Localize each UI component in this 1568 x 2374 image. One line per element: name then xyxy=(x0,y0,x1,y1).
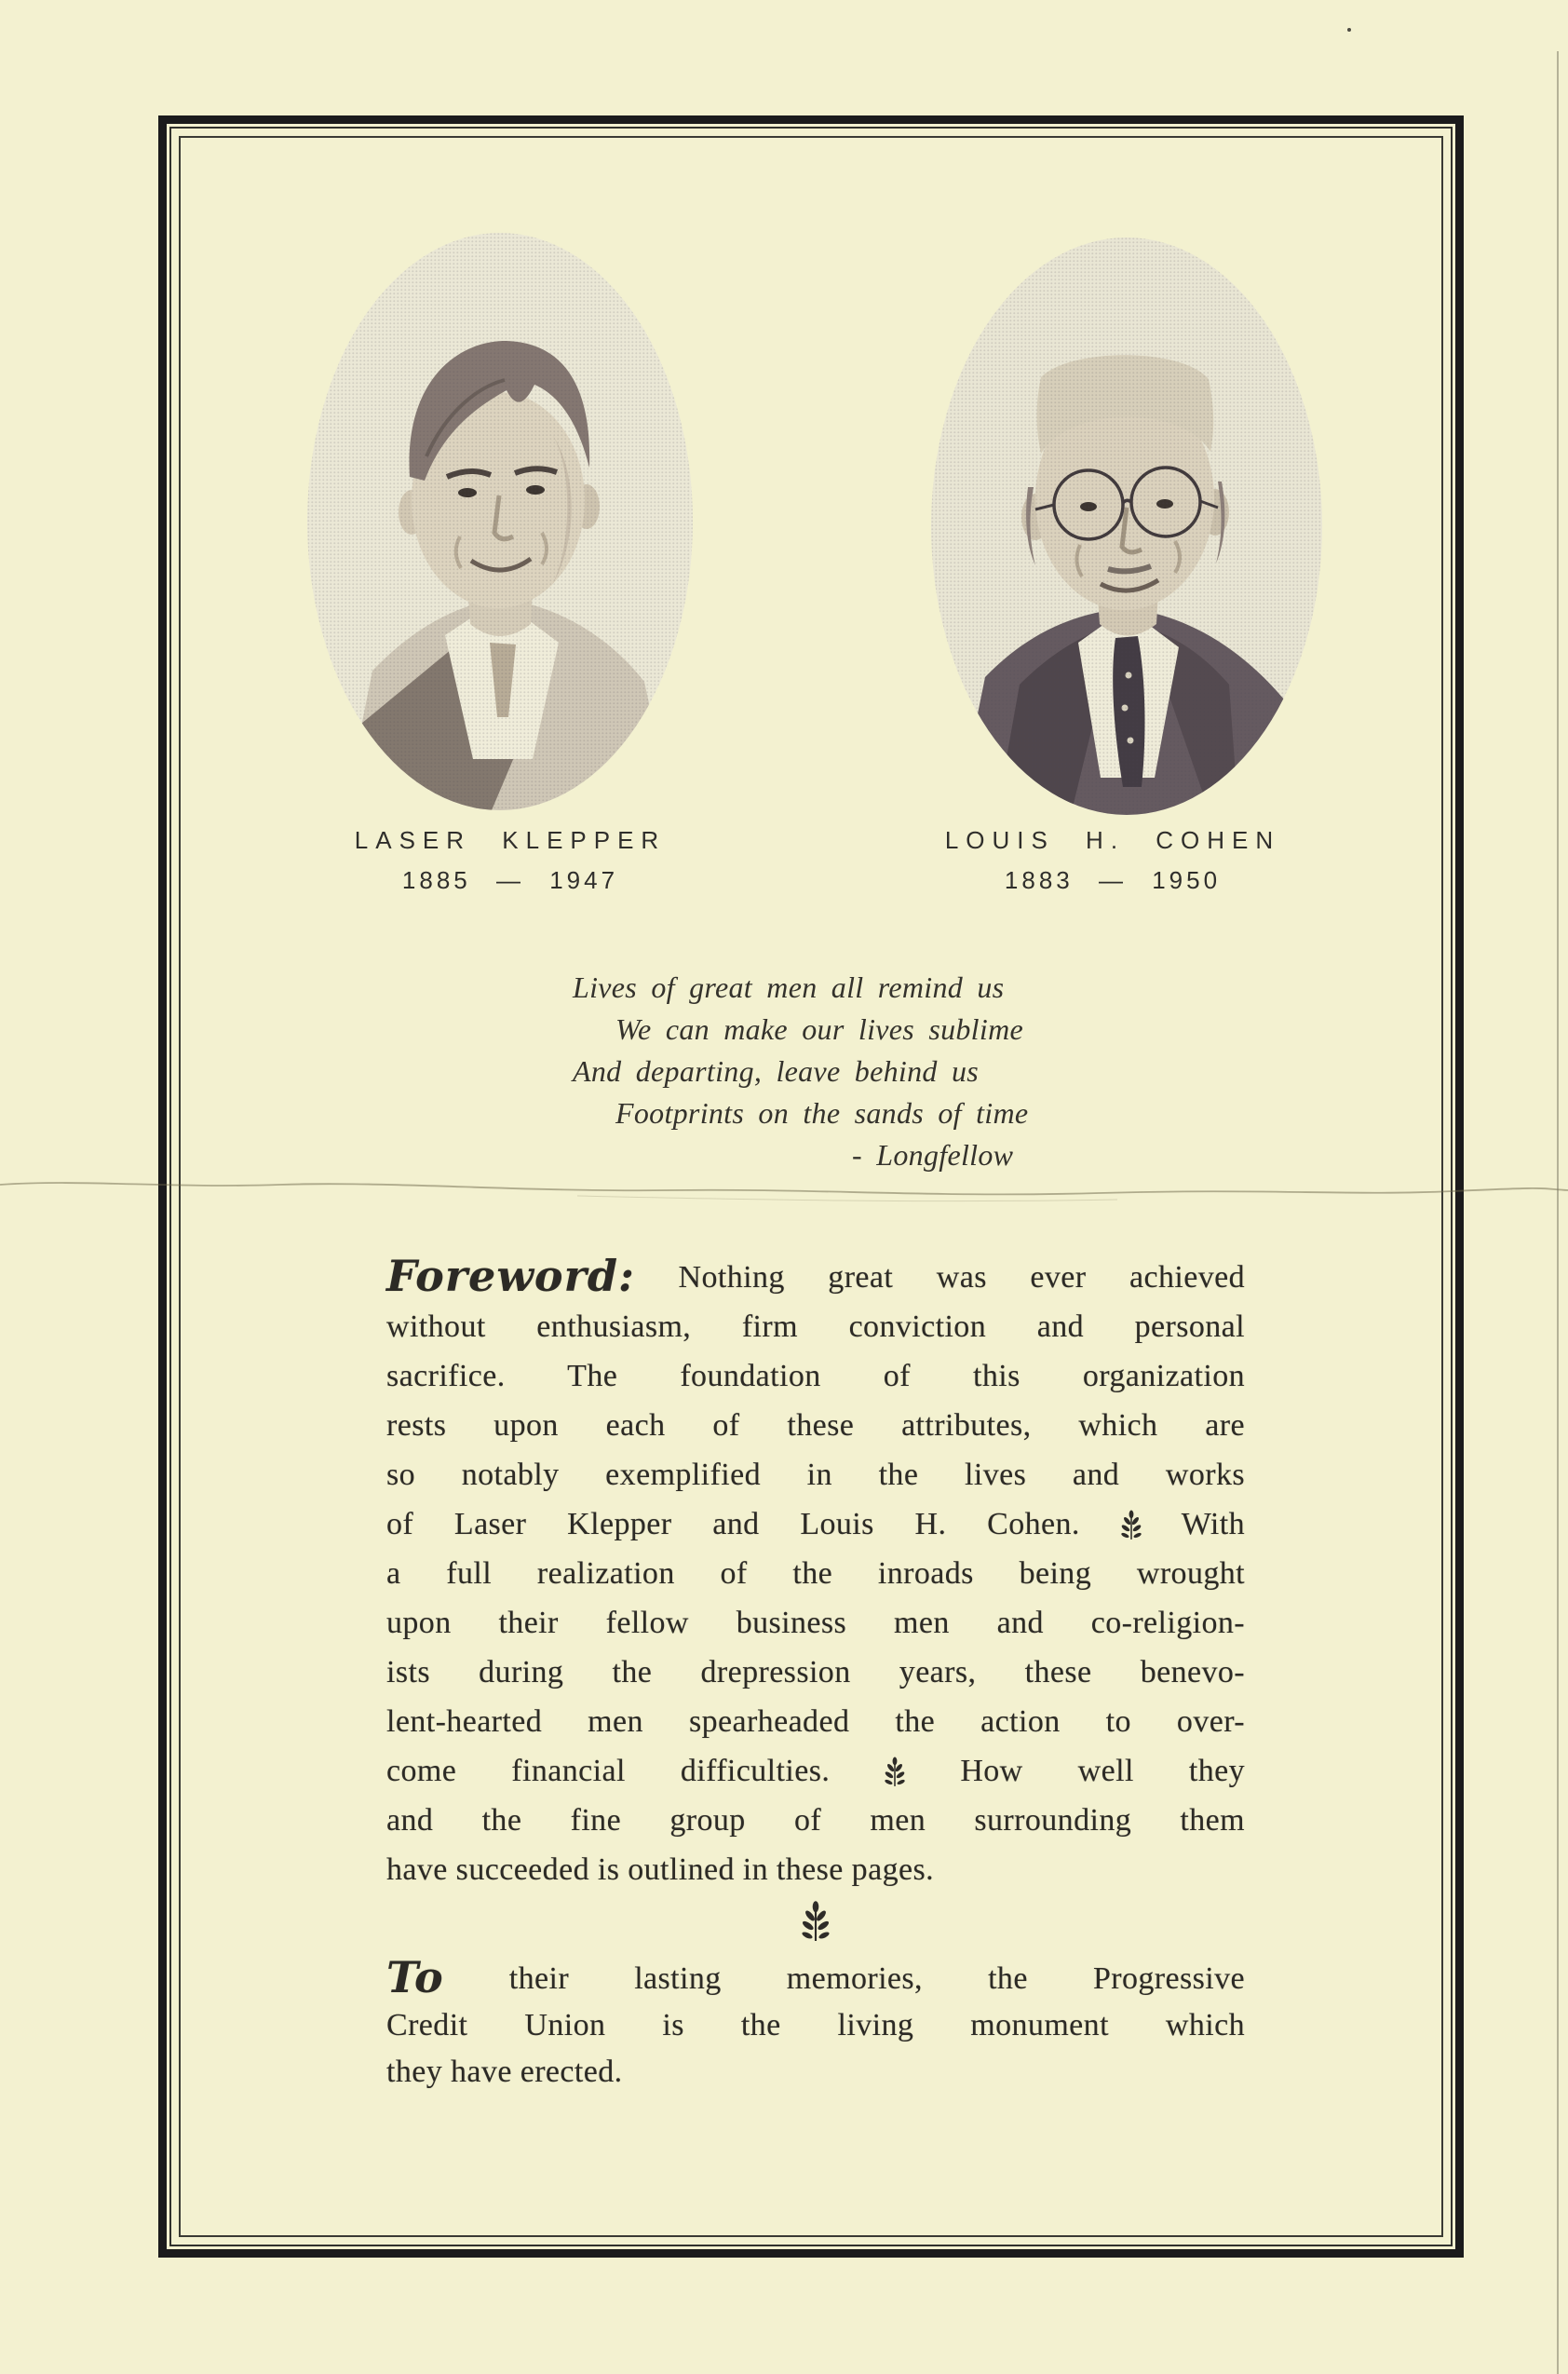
foreword-line: rests upon each of these attributes, which are xyxy=(386,1408,1245,1443)
quote-line: Footprints on the sands of time xyxy=(615,1096,1029,1130)
foreword-line: lent-hearted men spearheaded the action to over- xyxy=(386,1704,1245,1739)
laurel-ornament-icon xyxy=(885,1757,905,1787)
caption-years-louis-h-cohen: 1883 — 1950 xyxy=(1004,866,1222,894)
quote-line: And departing, leave behind us xyxy=(573,1054,980,1088)
quote-lines xyxy=(573,967,1169,1134)
dedication-line: Credit Union is the living monument which xyxy=(386,2008,1245,2042)
laurel-ornament-icon xyxy=(802,1900,830,1943)
dedication-line: To their lasting memories, the Progressive xyxy=(386,1952,1245,2002)
foreword-line: upon their fellow business men and co-religion- xyxy=(386,1606,1245,1640)
caption-name-louis-h-cohen: LOUIS H. COHEN xyxy=(944,826,1281,854)
foreword-line: come financial difficulties. How well they xyxy=(386,1754,1245,1788)
foreword-line: so notably exemplified in the lives and works xyxy=(386,1458,1245,1492)
foreword-line: of Laser Klepper and Louis H. Cohen. With xyxy=(386,1507,1245,1541)
quote-line: Lives of great men all remind us xyxy=(573,970,1005,1004)
dust-speck xyxy=(1347,28,1351,32)
foreword-line: without enthusiasm, firm conviction and personal xyxy=(386,1309,1245,1344)
dedication-line: they have erected. xyxy=(386,2055,623,2089)
foreword-line: a full realization of the inroads being wrought xyxy=(386,1556,1245,1591)
foreword-line: ists during the drepression years, these benevo- xyxy=(386,1655,1245,1689)
portrait-louis-h-cohen xyxy=(931,237,1322,815)
caption-years-laser-klepper: 1885 — 1947 xyxy=(401,866,619,894)
portrait-laser-klepper xyxy=(307,233,693,810)
script-lead: To xyxy=(386,1952,444,2002)
longfellow-quote xyxy=(573,967,1169,1176)
foreword-line: sacrifice. The foundation of this organization xyxy=(386,1359,1245,1393)
laurel-ornament-icon xyxy=(1121,1510,1142,1540)
script-lead: Foreword: xyxy=(386,1251,635,1301)
foreword-line: Foreword: Nothing great was ever achieved xyxy=(386,1251,1245,1301)
portrait-photo xyxy=(307,233,693,810)
caption-name-laser-klepper: LASER KLEPPER xyxy=(354,826,667,854)
foreword-line: have succeeded is outlined in these pages. xyxy=(386,1852,934,1887)
scanned-page-edge xyxy=(1557,51,1559,2374)
foreword-line: and the fine group of men surrounding them xyxy=(386,1803,1245,1838)
portrait-photo xyxy=(931,237,1322,815)
quote-attribution: - Longfellow xyxy=(852,1138,1014,1172)
dedication-paragraph xyxy=(386,1952,1245,2096)
quote-line: We can make our lives sublime xyxy=(615,1012,1023,1046)
laurel-ornament-icon xyxy=(386,1900,1245,1947)
foreword-paragraph xyxy=(386,1253,1245,1894)
